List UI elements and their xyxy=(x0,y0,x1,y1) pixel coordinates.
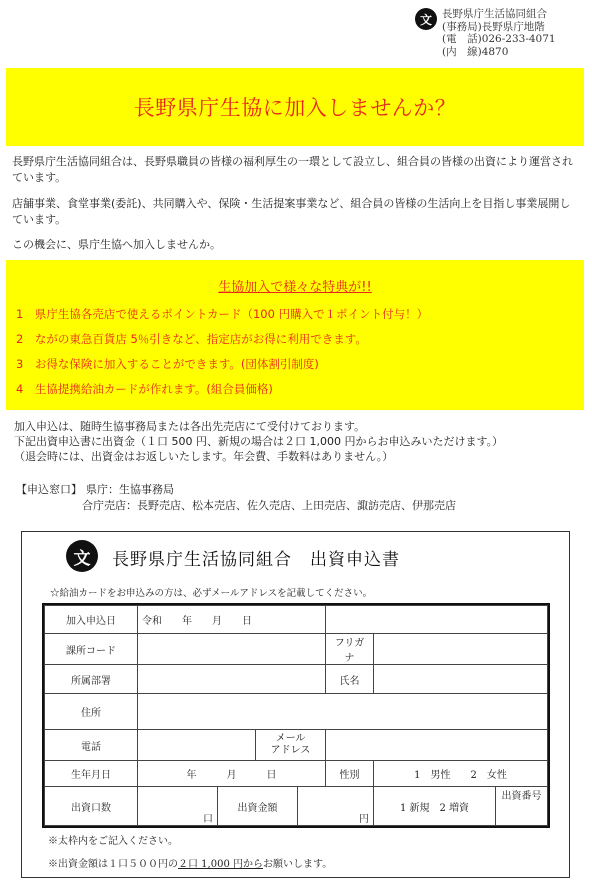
benefits-title: 生協加入で様々な特典が!! xyxy=(218,280,372,295)
form-footnote-2b: ２口 1,000 円から xyxy=(178,859,263,870)
label-dept: 所属部署 xyxy=(45,665,138,694)
form-footnote-2c: お願いします。 xyxy=(263,859,333,870)
form-table xyxy=(44,605,548,826)
header-org: 長野県庁生活協同組合 xyxy=(442,8,547,20)
furigana-field[interactable] xyxy=(374,634,548,665)
title-banner xyxy=(6,68,584,146)
header-phone: (電 話)026-233-4071 xyxy=(442,33,556,45)
label-amount: 出資金額 xyxy=(218,787,298,826)
window-line-2: 合庁売店：長野売店、松本売店、佐久売店、上田売店、諏訪売店、伊那売店 xyxy=(82,499,456,512)
label-mail-line-1: メール xyxy=(275,733,306,744)
gender-field[interactable]: 1 男性 2 女性 xyxy=(374,761,548,787)
apply-line-3: （退会時には、出資金はお返しいたします。年会費、手数料はありません。） xyxy=(14,450,394,463)
dept-field[interactable] xyxy=(138,665,326,694)
apply-date-blank xyxy=(326,606,548,634)
intro-paragraph-2: 店舗事業、食堂事業(委託)、共同購入や、保険・生活提案事業など、組合員の皆様の生活向上を目指し事業展開しています。 xyxy=(12,197,571,226)
amount-field[interactable]: 円 xyxy=(298,787,374,826)
form-footnote-2a: ※出資金額は１口５００円の xyxy=(48,859,178,870)
label-gender: 性別 xyxy=(326,761,374,787)
form-title: 長野県庁生活協同組合 出資申込書 xyxy=(112,550,400,570)
label-furigana: フリガナ xyxy=(326,634,374,665)
phone-field[interactable] xyxy=(138,730,256,761)
birth-field[interactable]: 年 月 日 xyxy=(138,761,326,787)
label-dept-code: 課所コード xyxy=(45,634,138,665)
label-address: 住所 xyxy=(45,694,138,730)
coop-logo-icon: 文 xyxy=(415,8,437,30)
label-name: 氏名 xyxy=(326,665,374,694)
header-ext: (内 線)4870 xyxy=(442,45,509,58)
benefit-item-2: 2 ながの東急百貨店 5％引きなど、指定店がお得に利用できます。 xyxy=(16,332,367,346)
benefit-item-1: 1 県庁生協各売店で使えるポイントカード（100 円購入で１ポイント付与！） xyxy=(16,307,429,321)
window-line-1: 県庁：生協事務局 xyxy=(86,483,174,496)
form-footnote-1: ※太枠内をご記入ください。 xyxy=(48,836,178,847)
form-note: ☆給油カードをお申込みの方は、必ずメールアドレスを記載してください。 xyxy=(50,588,373,599)
label-mail-line-2: アドレス xyxy=(270,745,311,756)
header-contact xyxy=(442,8,556,58)
intro-paragraph-1: 長野県庁生活協同組合は、長野県職員の皆様の福利厚生の一環として設立し、組合員の皆様の出資により運営されています。 xyxy=(12,155,573,184)
apply-line-1: 加入申込は、随時生協事務局または各出先売店にて受付けております。 xyxy=(14,420,366,433)
type-field[interactable]: 1 新規 2 増資 xyxy=(374,787,496,826)
label-birth: 生年月日 xyxy=(45,761,138,787)
page-title: 長野県庁生協に加入しませんか？ xyxy=(133,96,457,120)
form-footnote-2 xyxy=(48,855,332,870)
label-phone: 電話 xyxy=(45,730,138,761)
benefits-box xyxy=(6,260,584,410)
label-number: 出資番号 xyxy=(496,787,548,826)
units-field[interactable]: 口 xyxy=(138,787,218,826)
form-logo-icon: 文 xyxy=(66,540,98,572)
address-field[interactable] xyxy=(138,694,548,730)
intro-paragraph-3: この機会に、県庁生協へ加入しませんか。 xyxy=(12,238,221,251)
mail-field[interactable] xyxy=(326,730,548,761)
apply-line-2: 下記出資申込書に出資金（１口 500 円、新規の場合は２口 1,000 円からお申込みいただけます。） xyxy=(14,435,504,448)
header-office: (事務局)長野県庁地階 xyxy=(442,20,545,33)
application-info xyxy=(14,419,582,464)
apply-date-field[interactable]: 令和 年 月 日 xyxy=(138,606,326,634)
window-label: 【申込窓口】 xyxy=(16,483,82,496)
benefit-item-3: 3 お得な保険に加入することができます。(団体割引制度) xyxy=(16,357,319,371)
label-mail xyxy=(256,730,326,761)
name-field[interactable] xyxy=(374,665,548,694)
dept-code-field[interactable] xyxy=(138,634,326,665)
label-apply-date: 加入申込日 xyxy=(45,606,138,634)
benefit-item-4: 4 生協提携給油カードが作れます。(組合員価格) xyxy=(16,382,273,396)
label-units: 出資口数 xyxy=(45,787,138,826)
